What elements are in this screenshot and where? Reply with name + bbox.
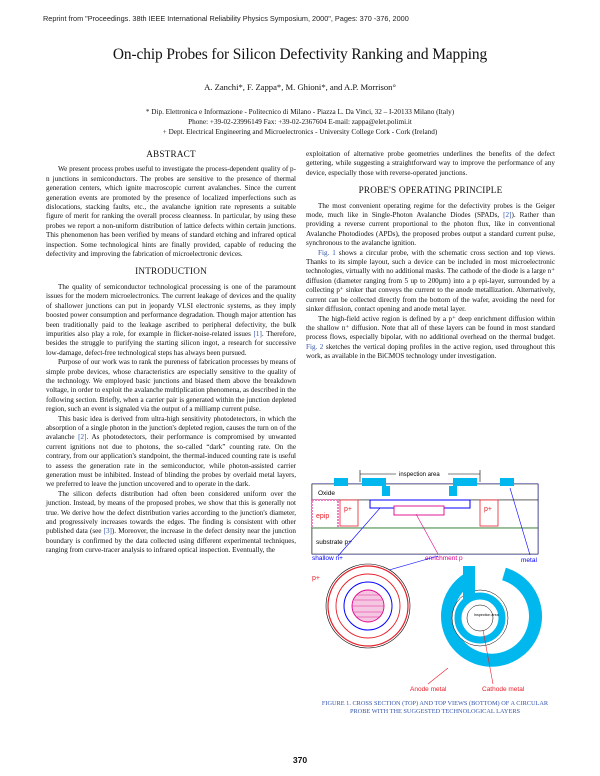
cathode-label: Cathode metal: [482, 686, 525, 693]
intro-paragraph-3: This basic idea is derived from ultra-high sensitivity photodetectors, in which the absorption of a single photon in the junction's depleted region, causes the turn on of the avalanche [2]. As photodetectors, their performance is compromised by unwanted current ignitions not due to photons, the so-called “dark” counting rate. On the contrary, from our application's standpoint, the thermal-induced counting rate is useful to assess the generation rate in the semiconductor, while photon-assisted carrier generation must be inhibited. Instead of blinding the probes by overlaid metal layers, we preferred to leave the junction uncovered and to operate in the dark.: [46, 414, 296, 489]
figure-1-caption: FIGURE 1. CROSS SECTION (TOP) AND TOP VIEWS (BOTTOM) OF A CIRCULAR PROBE WITH THE SUGGESTED TECHNOLOGICAL LAYERS: [321, 700, 549, 716]
pplus-top-label: p+: [312, 575, 320, 582]
affiliation-contact: Phone: +39-02-23996149 Fax: +39-02-2367604 E-mail: zappa@elet.polimi.it: [188, 118, 412, 126]
anode-label: Anode metal: [410, 686, 447, 693]
enrichment-label: enrichment p: [425, 555, 463, 562]
oxide-label: Oxide: [318, 490, 335, 497]
pplus-right-label: p+: [484, 506, 492, 513]
cross-section: [312, 470, 538, 554]
intro-continued: exploitation of alternative probe geometries underlines the benefits of the defect gettering, while suggesting a straightforward way to improve the performance of any device, especially those with reverse-operated junctions.: [306, 150, 555, 177]
left-column: [46, 150, 296, 556]
ref-link[interactable]: [1]: [253, 329, 262, 338]
paper-title: On-chip Probes for Silicon Defectivity Ranking and Mapping: [112, 46, 488, 63]
operating-principle-heading: PROBE'S OPERATING PRINCIPLE: [358, 185, 503, 196]
pplus-left-label: p+: [344, 506, 352, 513]
figure-link[interactable]: Fig. 2: [306, 342, 324, 351]
intro-paragraph-2: Purpose of our work was to rank the pureness of fabrication processes by means of simple probe devices, whose characteristics are especially sensitive to the quality of the technology. We employed basic junctions and biased them above the breakdown voltage, in order to exploit the avalanche multiplication phenomena, as described in the following section. Briefly, when a carrier pair is generated within the junction depleted region, such an event is signaled via the output of a milliamp current pulse.: [46, 358, 296, 414]
introduction-heading: INTRODUCTION: [135, 266, 207, 277]
figure-link[interactable]: Fig. 1: [318, 248, 336, 257]
inspection-area-label: inspection area: [399, 472, 440, 478]
reprint-header: Reprint from "Proceedings. 38th IEEE International Reliability Physics Symposium, 2000", Pages: 370 -376, 2000: [43, 14, 409, 23]
authors: A. Zanchi*, F. Zappa*, M. Ghioni*, and A.P. Morrison°: [204, 82, 396, 92]
page-number: 370: [292, 755, 308, 765]
shallow-n-label: shallow n+: [312, 555, 343, 562]
principle-paragraph-3: The high-field active region is defined by a p⁺ deep enrichment diffusion within the shallow n⁺ diffusion. Note that all of these layers can be found in most standard process flows, especially bipolar, with no additional overhead on the thermal budget. Fig. 2 sketches the vertical doping profiles in the active region, used throughout this work, as available in the BiCMOS technology under investigation.: [306, 314, 555, 361]
principle-paragraph-1: The most convenient operating regime for the defectivity probes is the Geiger mode, much like in Single-Photon Avalanche Diodes (SPADs, [2]). Rather than providing a reverse current proportional to the photon flux, like in conventional Avalanche Photodiodes (APDs), the proposed probes output a standard current pulse, synchronous to the avalanche ignition.: [306, 201, 556, 248]
top-view-metal: [448, 566, 536, 660]
intro-paragraph-4: The silicon defects distribution had often been considered uniform over the junction. Instead, by means of the proposed probes, we show that this is generally not true. We derive how the defect distribution varies according to the junction's diameter, and progressively increases towards the edges. The finding is consistent with other published data (see [3]). Moreover, the increase in the defect density near the junction boundary is confirmed by the data collected using different experimental techniques, ranging from curve-tracer analysis to infrared optical inspection. Eventually, the: [46, 489, 296, 555]
abstract-text: We present process probes useful to investigate the process-dependent quality of p-n junctions in semiconductors. The probes are sensitive to the presence of thermal generation centers, which ignite macroscopic current avalanches. Since the current generation events are promoted by the presence of localized imperfections such as dislocations, stacking faults, etc., the avalanche ignition rate represents a suitable figure of merit for ranking the overall process cleanness. In particular, by using these probes we report a non-uniform distribution of lattice defects within certain junctions. This phenomenon has been verified by means of standard etching and infrared optical inspection. Some technological hints are finally provided, capable of reducing the defectivity and improving the fabrication of microelectronic devices.: [46, 165, 296, 259]
top-view-doping: [312, 564, 410, 648]
affiliation-2: + Dept. Electrical Engineering and Microelectronics - University College Cork - Cork (Ireland): [162, 128, 438, 136]
figure-1: [308, 458, 554, 698]
principle-paragraph-2: Fig. 1 shows a circular probe, with the schematic cross section and top views. Thanks to its simple layout, such a device can be included in most microelectronic technologies, virtually with no additional masks. The cathode of the diode is a large n⁺ diffusion (diameter ranging from 5 up to 200µm) into a p epi-layer, surrounded by a collecting p⁺ sinker that conveys the current to the anode metallization. Alternatively, current can be collected directly from the bottom of the wafer, avoiding the need for sinker diffusion, contact opening and anode metal layer.: [306, 248, 555, 314]
ref-link[interactable]: [2]: [78, 433, 87, 442]
ref-link[interactable]: [3]: [103, 527, 112, 536]
inspection-small-label: Inspection area: [474, 613, 499, 617]
epi-label: epip: [316, 513, 330, 520]
right-column: [306, 150, 555, 362]
metal-label: metal: [521, 557, 537, 564]
affiliation-1: * Dip. Elettronica e Informazione - Politecnico di Milano - Piazza L. Da Vinci, 32 – I-20133 Milano (Italy): [145, 108, 455, 116]
substrate-label: substrate p+: [316, 539, 352, 546]
abstract-heading: ABSTRACT: [146, 149, 196, 159]
intro-paragraph-1: The quality of semiconductor technological processing is one of the paramount issues for the modern microelectronics. The current leakage of devices and the quality of shallower junctions can put in jeopardy VLSI electronic systems, as they imply boosted power consumption and performance degradation. Though major attention has been traditionally paid to the leakage ascribed to peripheral defectivity, the bulk impurities also play a role, for example in flicker-noise-related issues [1]. Therefore, besides the struggle to purifying the starting silicon ingot, a research for successive low-damage, defect-free technological steps has always been pursued.: [46, 282, 296, 357]
ref-link[interactable]: [2]: [503, 211, 512, 220]
